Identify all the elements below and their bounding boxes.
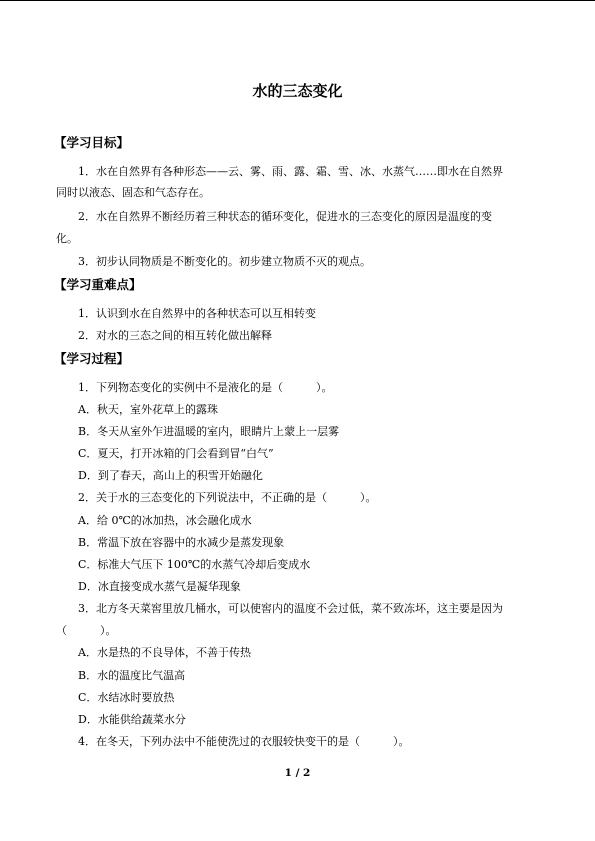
q2-option-d: D．冰直接变成水蒸气是凝华现象 — [78, 580, 241, 593]
goals-line-2: 同时以液态、固态和气态存在。 — [56, 186, 210, 199]
q2-option-b: B．常温下放在容器中的水减少是蒸发现象 — [78, 536, 285, 549]
q3-option-b: B．水的温度比气温高 — [78, 669, 186, 682]
page-number: 1 / 2 — [284, 767, 311, 779]
goals-line-1: 1．水在自然界有各种形态——云、雾、雨、露、霜、雪、冰、水蒸气……即水在自然界 — [78, 165, 503, 178]
section-heading-key-points: 【学习重难点】 — [54, 277, 142, 292]
goals-line-3: 2．水在自然界不断经历着三种状态的循环变化，促进水的三态变化的原因是温度的变 — [78, 210, 492, 223]
goals-line-4: 化。 — [56, 232, 78, 245]
key-point-2: 2．对水的三态之间的相互转化做出解释 — [78, 329, 272, 342]
q1-option-a: A．秋天，室外花草上的露珠 — [78, 403, 218, 416]
section-heading-process: 【学习过程】 — [54, 351, 130, 366]
q2-option-c: C．标准大气压下 100℃的水蒸气冷却后变成水 — [78, 558, 311, 571]
goals-line-5: 3．初步认同物质是不断变化的。初步建立物质不灭的观点。 — [78, 255, 371, 268]
question-3-cont: （ ）。 — [56, 624, 117, 637]
key-point-1: 1．认识到水在自然界中的各种状态可以互相转变 — [78, 307, 316, 320]
q3-option-a: A．水是热的不良导体，不善于传热 — [78, 646, 251, 659]
q3-option-c: C．水结冰时要放热 — [78, 691, 175, 704]
q2-option-a: A．给 0℃的冰加热，冰会融化成水 — [78, 514, 252, 527]
question-1: 1．下列物态变化的实例中不是液化的是（ ）。 — [78, 381, 333, 394]
q1-option-d: D．到了春天，高山上的积雪开始融化 — [78, 469, 263, 482]
question-2: 2．关于水的三态变化的下列说法中，不正确的是（ ）。 — [78, 491, 377, 504]
q1-option-c: C．夏天，打开冰箱的门会看到冒“白气” — [78, 447, 274, 460]
page-title: 水的三态变化 — [252, 82, 343, 100]
section-heading-goals: 【学习目标】 — [54, 135, 130, 150]
top-rule — [0, 0, 595, 1]
question-4: 4．在冬天，下列办法中不能使洗过的衣服较快变干的是（ ）。 — [78, 735, 410, 748]
question-3: 3．北方冬天菜窖里放几桶水，可以使窖内的温度不会过低，菜不致冻坏，这主要是因为 — [78, 602, 503, 615]
q3-option-d: D．水能供给蔬菜水分 — [78, 713, 186, 726]
q1-option-b: B．冬天从室外乍进温暖的室内，眼睛片上蒙上一层雾 — [78, 425, 340, 438]
